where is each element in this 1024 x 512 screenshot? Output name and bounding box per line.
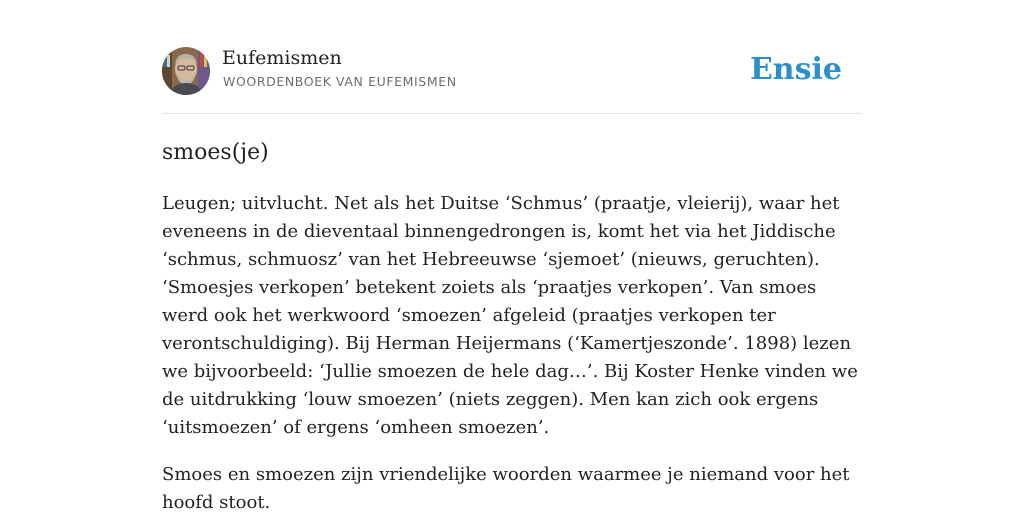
header-divider <box>162 113 862 114</box>
site-subtitle[interactable]: WOORDENBOEK VAN EUFEMISMEN <box>223 74 457 89</box>
site-title[interactable]: Eufemismen <box>222 47 342 69</box>
entry-page <box>162 0 862 512</box>
definition-paragraph: Smoes en smoezen zijn vriendelijke woorden waarmee je niemand voor het hoofd stoot. <box>162 464 850 512</box>
author-photo-icon <box>162 47 210 95</box>
entry-definition <box>162 190 862 512</box>
definition-paragraph: Leugen; uitvlucht. Net als het Duitse ‘Schmus’ (praatje, vleierij), waar het eveneens in de dieventaal binnengedrongen is, komt het via het Jiddische ‘schmus, schmuosz’ van het Hebreeuwse ‘sjemoet’ (nieuws, geruchten). ‘Smoesjes verkopen’ betekent zoiets als ‘praatjes verkopen’. Van smoes werd ook het werkwoord ‘smoezen’ afgeleid (praatjes verkopen ter verontschuldiging). Bij Herman Heijermans (‘Kamertjeszonde’. 1898) lezen we bijvoorbeeld: ‘Jullie smoezen de hele dag…’. Bij Koster Henke vinden we de uitdrukking ‘louw smoezen’ (niets zeggen). Men kan zich ook ergens ‘uitsmoezen’ of ergens ‘omheen smoezen’. <box>162 193 858 438</box>
header <box>162 46 862 96</box>
author-avatar[interactable] <box>162 47 210 95</box>
ensie-logo-link[interactable]: Ensie <box>749 52 842 87</box>
entry-term: smoes(je) <box>162 140 269 165</box>
